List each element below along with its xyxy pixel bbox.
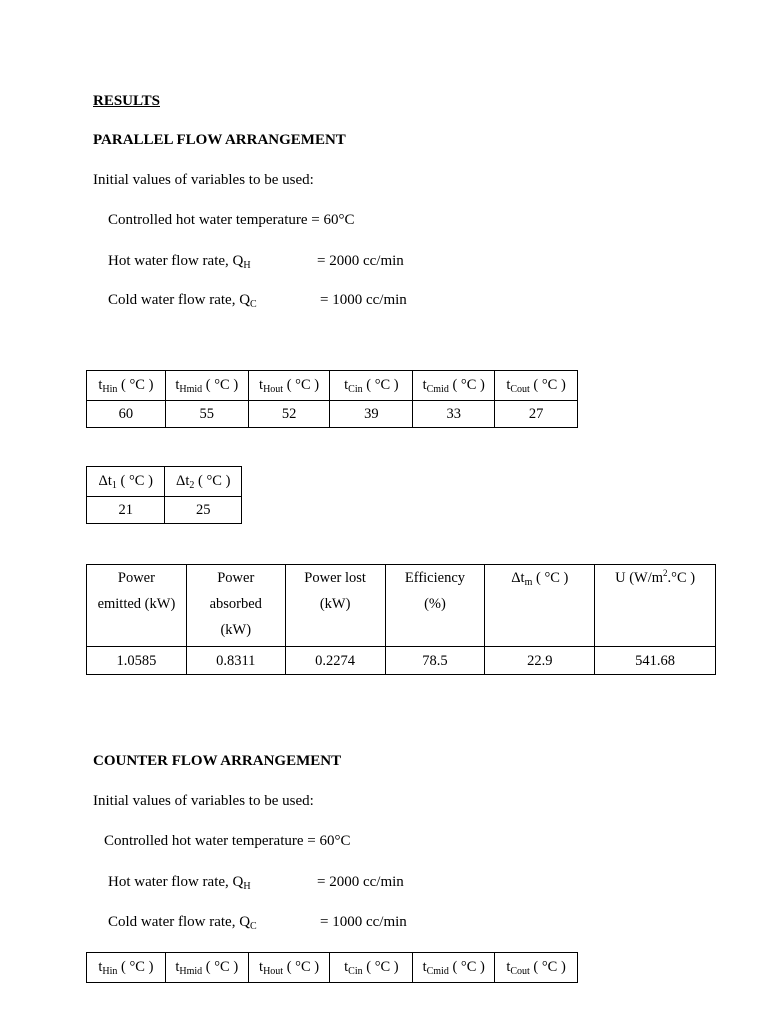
table-cell: 0.2274 [285, 647, 385, 675]
table-cell: 21 [87, 497, 165, 524]
table-cell: 39 [330, 401, 413, 428]
table-cell: 78.5 [385, 647, 485, 675]
header-power-absorbed: Power absorbed (kW) [186, 565, 285, 647]
parallel-heading: PARALLEL FLOW ARRANGEMENT [93, 132, 346, 148]
header-t-cmid: $t_{Cmid}$ ( °C ) [413, 953, 495, 983]
parallel-hot-flow-value: = 2000 cc/min [317, 253, 404, 269]
table-cell: 55 [165, 401, 248, 428]
counter-cold-flow-label: Cold water flow rate, $Q_C$ [108, 914, 257, 932]
header-t-hmid: $t_{Hmid}$ ( °C ) [165, 953, 248, 983]
header-delta-tm: $\Delta t_m$ ( °C ) [485, 565, 595, 647]
parallel-temperature-table [86, 370, 578, 428]
counter-hot-flow-value: = 2000 cc/min [317, 874, 404, 890]
header-efficiency: Efficiency (%) [385, 565, 485, 647]
header-power-lost: Power lost (kW) [285, 565, 385, 647]
parallel-delta-table [86, 466, 242, 524]
header-t-cmid: $t_{Cmid}$ ( °C ) [413, 371, 495, 401]
table-cell: 1.0585 [87, 647, 187, 675]
table-cell: 60 [87, 401, 166, 428]
table-cell: 25 [165, 497, 242, 524]
header-u-coefficient: U ($W/m^2.^\circ C$ ) [595, 565, 716, 647]
header-t-cin: $t_{Cin}$ ( °C ) [330, 371, 413, 401]
table-cell: 27 [495, 401, 578, 428]
parallel-power-table [86, 564, 716, 675]
header-delta-t1: $\Delta t_1$ ( °C ) [87, 467, 165, 497]
counter-intro: Initial values of variables to be used: [93, 793, 314, 809]
parallel-cold-flow-value: = 1000 cc/min [320, 292, 407, 308]
parallel-intro: Initial values of variables to be used: [93, 172, 314, 188]
header-t-hmid: $t_{Hmid}$ ( °C ) [165, 371, 248, 401]
header-delta-t2: $\Delta t_2$ ( °C ) [165, 467, 242, 497]
counter-controlled-temp: Controlled hot water temperature = 60°C [104, 833, 351, 849]
counter-heading: COUNTER FLOW ARRANGEMENT [93, 753, 342, 769]
header-t-cout: $t_{Cout}$ ( °C ) [495, 953, 578, 983]
results-title: RESULTS [93, 93, 160, 109]
header-t-hout: $t_{Hout}$ ( °C ) [248, 953, 330, 983]
header-t-cin: $t_{Cin}$ ( °C ) [330, 953, 413, 983]
parallel-cold-flow-label: Cold water flow rate, $Q_C$ [108, 292, 257, 310]
header-t-cout: $t_{Cout}$ ( °C ) [495, 371, 578, 401]
parallel-hot-flow-label: Hot water flow rate, $Q_H$ [108, 253, 251, 271]
header-t-hout: $t_{Hout}$ ( °C ) [248, 371, 330, 401]
header-t-hin: $t_{Hin}$ ( °C ) [87, 953, 166, 983]
header-power-emitted: Power emitted (kW) [87, 565, 187, 647]
header-t-hin: $t_{Hin}$ ( °C ) [87, 371, 166, 401]
table-cell: 33 [413, 401, 495, 428]
counter-cold-flow-value: = 1000 cc/min [320, 914, 407, 930]
counter-hot-flow-label: Hot water flow rate, $Q_H$ [108, 874, 251, 892]
table-cell: 22.9 [485, 647, 595, 675]
table-cell: 541.68 [595, 647, 716, 675]
counter-temperature-table [86, 952, 578, 983]
table-cell: 52 [248, 401, 330, 428]
table-cell: 0.8311 [186, 647, 285, 675]
parallel-controlled-temp: Controlled hot water temperature = 60°C [108, 212, 355, 228]
